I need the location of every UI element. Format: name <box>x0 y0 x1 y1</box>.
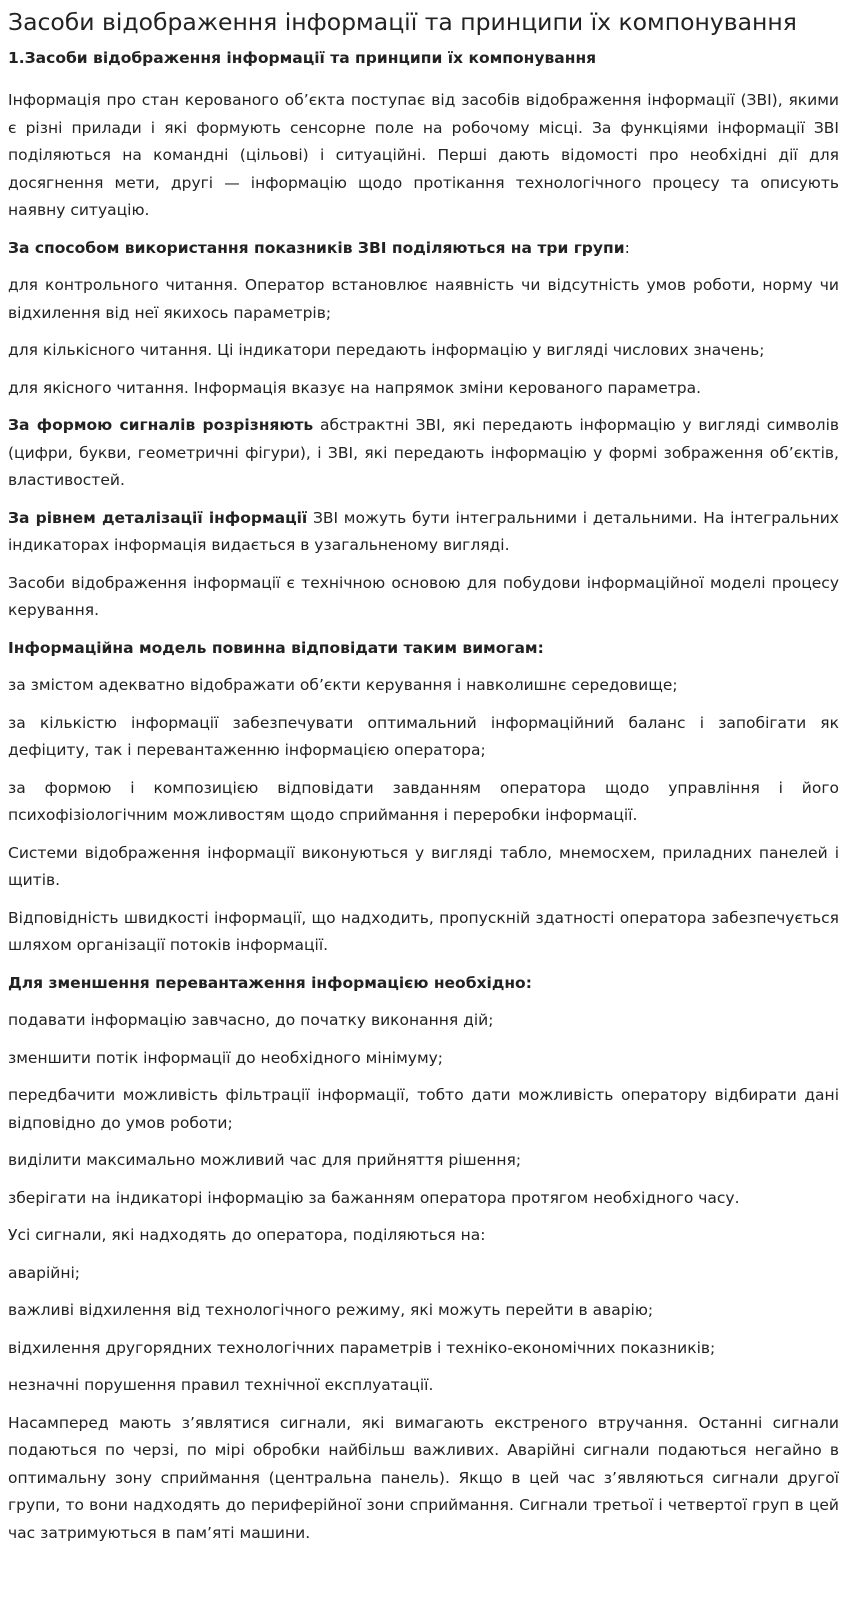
paragraph-bold-lead: За формою сигналів розрізняють <box>8 416 314 434</box>
list-item: зменшити потік інформації до необхідного мінімуму; <box>8 1048 444 1067</box>
paragraph-intro: Інформація про стан керованого об’єкта поступає від засобів відображення інформації (ЗВІ), якими є різні прилади і які формують сенсорне поле на робочому місці. За функціями інформації ЗВІ поділяються на командні (цільові) і ситуаційні. Перші дають відомості про необхідні дії для досягнення мети, другі — інформацію щодо протікання технологічного процесу та описують наявну ситуацію. <box>8 91 839 219</box>
paragraph-rest: : <box>624 238 630 257</box>
list-item: за кількістю інформації забезпечувати оптимальний інформаційний баланс і запобігати як дефіциту, так і перевантаженню інформацією оператора; <box>8 713 839 759</box>
paragraph-signal-intro: Усі сигнали, які надходять до оператора, поділяються на: <box>8 1226 486 1244</box>
paragraph-detail-level <box>8 505 839 560</box>
list-item: відхилення другорядних технологічних параметрів і техніко-економічних показників; <box>8 1338 716 1357</box>
list-item: подавати інформацію завчасно, до початку виконання дій; <box>8 1011 494 1029</box>
list-item: за змістом адекватно відображати об’єкти керування і навколишнє середовище; <box>8 676 678 694</box>
paragraph-heading-model: Інформаційна модель повинна відповідати таким вимогам: <box>8 638 544 657</box>
section-title: 1.Засоби відображення інформації та принципи їх компонування <box>8 49 597 67</box>
list-item: важливі відхилення від технологічного режиму, які можуть перейти в аварію; <box>8 1301 654 1319</box>
paragraph-bold-lead: За рівнем деталізації інформації <box>8 508 308 527</box>
paragraph-technical-basis: Засоби відображення інформації є технічною основою для побудови інформаційної моделі процесу керування. <box>8 573 839 619</box>
paragraph-information-flow: Відповідність швидкості інформації, що надходить, пропускній здатності оператора забезпечується шляхом організації потоків інформації. <box>8 908 839 954</box>
list-item: для якісного читання. Інформація вказує на напрямок зміни керованого параметра. <box>8 378 702 397</box>
list-item: виділити максимально можливий час для прийняття рішення; <box>8 1151 522 1169</box>
page-title: Засоби відображення інформації та принципи їх компонування <box>8 8 797 36</box>
paragraph-display-systems: Системи відображення інформації виконуються у вигляді табло, мнемосхем, приладних панелей і щитів. <box>8 843 839 889</box>
paragraph-heading-overload: Для зменшення перевантаження інформацією необхідно: <box>8 973 532 992</box>
list-item: для кількісного читання. Ці індикатори передають інформацію у вигляді числових значень; <box>8 341 765 359</box>
paragraph-use-groups <box>8 235 839 263</box>
list-item: зберігати на індикаторі інформацію за бажанням оператора протягом необхідного часу. <box>8 1188 740 1207</box>
list-item: передбачити можливість фільтрації інформації, тобто дати можливість оператору відбирати дані відповідно до умов роботи; <box>8 1086 839 1132</box>
paragraph-rest: ЗВІ можуть бути інтегральними і детальними. На інтегральних індикаторах інформація видається в узагальненому вигляді. <box>8 508 839 554</box>
list-item: за формою і композицією відповідати завданням оператора щодо управління і його психофізіологічним можливостям щодо сприймання і переробки інформації. <box>8 778 839 824</box>
list-item: для контрольного читання. Оператор встановлює наявність чи відсутність умов роботи, норму чи відхилення від неї якихось параметрів; <box>8 276 839 322</box>
list-item: аварійні; <box>8 1263 81 1282</box>
paragraph-bold-lead: За способом використання показників ЗВІ поділяються на три групи <box>8 238 625 257</box>
paragraph-signal-form <box>8 412 839 495</box>
list-item: незначні порушення правил технічної експлуатації. <box>8 1376 434 1394</box>
paragraph-signal-priority: Насамперед мають з’являтися сигнали, які вимагають екстреного втручання. Останні сигнали подаються по черзі, по мірі обробки найбільш важливих. Аварійні сигнали подаються негайно в оптимальну зону сприймання (центральна панель). Якщо в цей час з’являються сигнали другої групи, то вони надходять до периферійної зони сприймання. Сигнали третьої і четвертої груп в цей час затримуються в пам’яті машини. <box>8 1413 839 1542</box>
paragraph-rest: абстрактні ЗВІ, які передають інформацію у вигляді символів (цифри, букви, геометричні фігури), і ЗВІ, які передають інформацію у формі зображення об’єктів, властивостей. <box>8 416 840 489</box>
